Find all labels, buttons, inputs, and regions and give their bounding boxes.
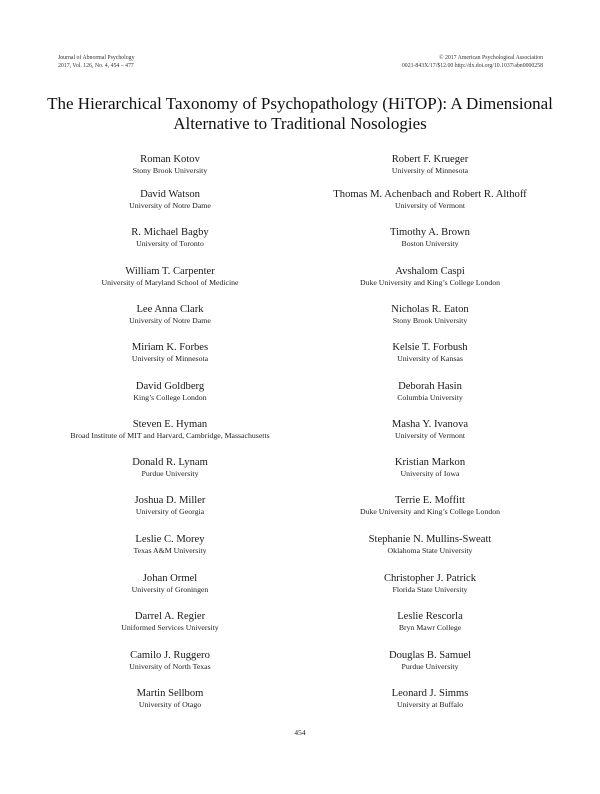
author-entry <box>290 572 570 595</box>
author-name: Nicholas R. Eaton <box>391 304 469 315</box>
author-affiliation: Duke University and King’s College London <box>359 507 501 516</box>
author-name: Darrel A. Regier <box>134 611 206 622</box>
author-name: Kristian Markon <box>394 457 466 468</box>
author-name: Johan Ormel <box>142 573 198 584</box>
author-affiliation: University of Vermont <box>394 431 466 440</box>
page-number: 454 <box>294 728 306 737</box>
author-entry <box>290 687 570 710</box>
author-entry <box>30 418 310 441</box>
author-entry <box>290 226 570 249</box>
author-affiliation: Purdue University <box>401 662 459 671</box>
author-name: Timothy A. Brown <box>390 227 470 238</box>
author-affiliation: Broad Institute of MIT and Harvard, Cambridge, Massachusetts <box>70 431 270 440</box>
copyright-text: © 2017 American Psychological Association <box>439 55 543 61</box>
author-name: Leslie C. Morey <box>135 534 205 545</box>
author-entry <box>290 610 570 633</box>
author-affiliation: University of North Texas <box>129 662 211 671</box>
author-name: Leonard J. Simms <box>391 688 469 699</box>
author-affiliation: Duke University and King’s College London <box>359 278 501 287</box>
journal-volume: 2017, Vol. 126, No. 4, 454 – 477 <box>58 62 134 69</box>
author-entry <box>30 610 310 633</box>
title-line-2: Alternative to Traditional Nosologies <box>173 113 427 133</box>
author-affiliation: University of Notre Dame <box>129 201 211 210</box>
author-name: Masha Y. Ivanova <box>391 419 469 430</box>
author-affiliation: Columbia University <box>397 393 463 402</box>
author-affiliation: King’s College London <box>133 393 207 402</box>
author-name: Donald R. Lynam <box>132 457 208 468</box>
author-name: Deborah Hasin <box>398 381 462 392</box>
author-entry <box>290 153 570 176</box>
author-entry <box>290 265 570 288</box>
author-entry <box>30 265 310 288</box>
author-entry <box>290 418 570 441</box>
author-entry <box>30 533 310 556</box>
author-entry <box>30 341 310 364</box>
author-name: Camilo J. Ruggero <box>130 650 210 661</box>
author-entry <box>290 494 570 517</box>
author-entry <box>30 572 310 595</box>
author-affiliation: University of Notre Dame <box>129 316 211 325</box>
author-name: William T. Carpenter <box>125 266 215 277</box>
author-entry <box>30 188 310 211</box>
author-name: Avshalom Caspi <box>395 266 465 277</box>
author-affiliation: University of Vermont <box>394 201 466 210</box>
author-affiliation: Stony Brook University <box>392 316 468 325</box>
author-name: David Watson <box>140 189 200 200</box>
author-name: Martin Sellbom <box>136 688 204 699</box>
paper-title <box>30 94 570 133</box>
author-name: Terrie E. Moffitt <box>395 495 465 506</box>
author-name: Christopher J. Patrick <box>383 573 477 584</box>
author-entry <box>290 456 570 479</box>
author-name: Kelsie T. Forbush <box>392 342 468 353</box>
copyright-notice <box>402 55 543 70</box>
author-entry <box>30 153 310 176</box>
author-affiliation: Uniformed Services University <box>121 623 219 632</box>
author-affiliation: University of Kansas <box>397 354 463 363</box>
author-name: Roman Kotov <box>140 154 200 165</box>
author-affiliation: Oklahoma State University <box>387 546 473 555</box>
author-entry <box>30 456 310 479</box>
author-name: David Goldberg <box>135 381 205 392</box>
author-name: R. Michael Bagby <box>131 227 209 238</box>
author-affiliation: Florida State University <box>392 585 468 594</box>
author-affiliation: University of Iowa <box>400 469 460 478</box>
author-name: Stephanie N. Mullins-Sweatt <box>368 534 492 545</box>
author-affiliation: Stony Brook University <box>132 166 208 175</box>
author-affiliation: University of Toronto <box>136 239 204 248</box>
author-name: Douglas B. Samuel <box>388 650 472 661</box>
author-entry <box>30 494 310 517</box>
author-affiliation: University at Buffalo <box>396 700 464 709</box>
author-name: Robert F. Krueger <box>391 154 469 165</box>
author-entry <box>30 303 310 326</box>
author-affiliation: Texas A&M University <box>133 546 207 555</box>
doi-text: 0021-843X/17/$12.00 http://dx.doi.org/10.1037/abn0000258 <box>401 62 543 69</box>
author-affiliation: University of Maryland School of Medicine <box>101 278 239 287</box>
journal-citation <box>58 55 134 70</box>
author-affiliation: University of Otago <box>138 700 202 709</box>
author-entry <box>30 380 310 403</box>
author-entry <box>290 341 570 364</box>
author-name: Thomas M. Achenbach and Robert R. Althoff <box>333 189 527 200</box>
author-affiliation: University of Georgia <box>135 507 205 516</box>
author-name: Leslie Rescorla <box>397 611 463 622</box>
title-line-1: The Hierarchical Taxonomy of Psychopathology (HiTOP): A Dimensional <box>47 94 553 113</box>
author-affiliation: University of Minnesota <box>391 166 469 175</box>
author-affiliation: Bryn Mawr College <box>398 623 462 632</box>
author-affiliation: University of Minnesota <box>131 354 209 363</box>
author-affiliation: University of Groningen <box>131 585 209 594</box>
author-affiliation: Boston University <box>401 239 459 248</box>
author-entry <box>30 687 310 710</box>
author-affiliation: Purdue University <box>141 469 199 478</box>
author-entry <box>290 533 570 556</box>
author-name: Joshua D. Miller <box>134 495 206 506</box>
author-entry <box>290 649 570 672</box>
author-name: Lee Anna Clark <box>136 304 204 315</box>
author-entry <box>290 380 570 403</box>
journal-name: Journal of Abnormal Psychology <box>58 55 135 61</box>
author-entry <box>30 226 310 249</box>
author-entry <box>290 303 570 326</box>
author-entry <box>290 188 570 211</box>
author-name: Steven E. Hyman <box>132 419 208 430</box>
author-name: Miriam K. Forbes <box>131 342 209 353</box>
author-entry <box>30 649 310 672</box>
